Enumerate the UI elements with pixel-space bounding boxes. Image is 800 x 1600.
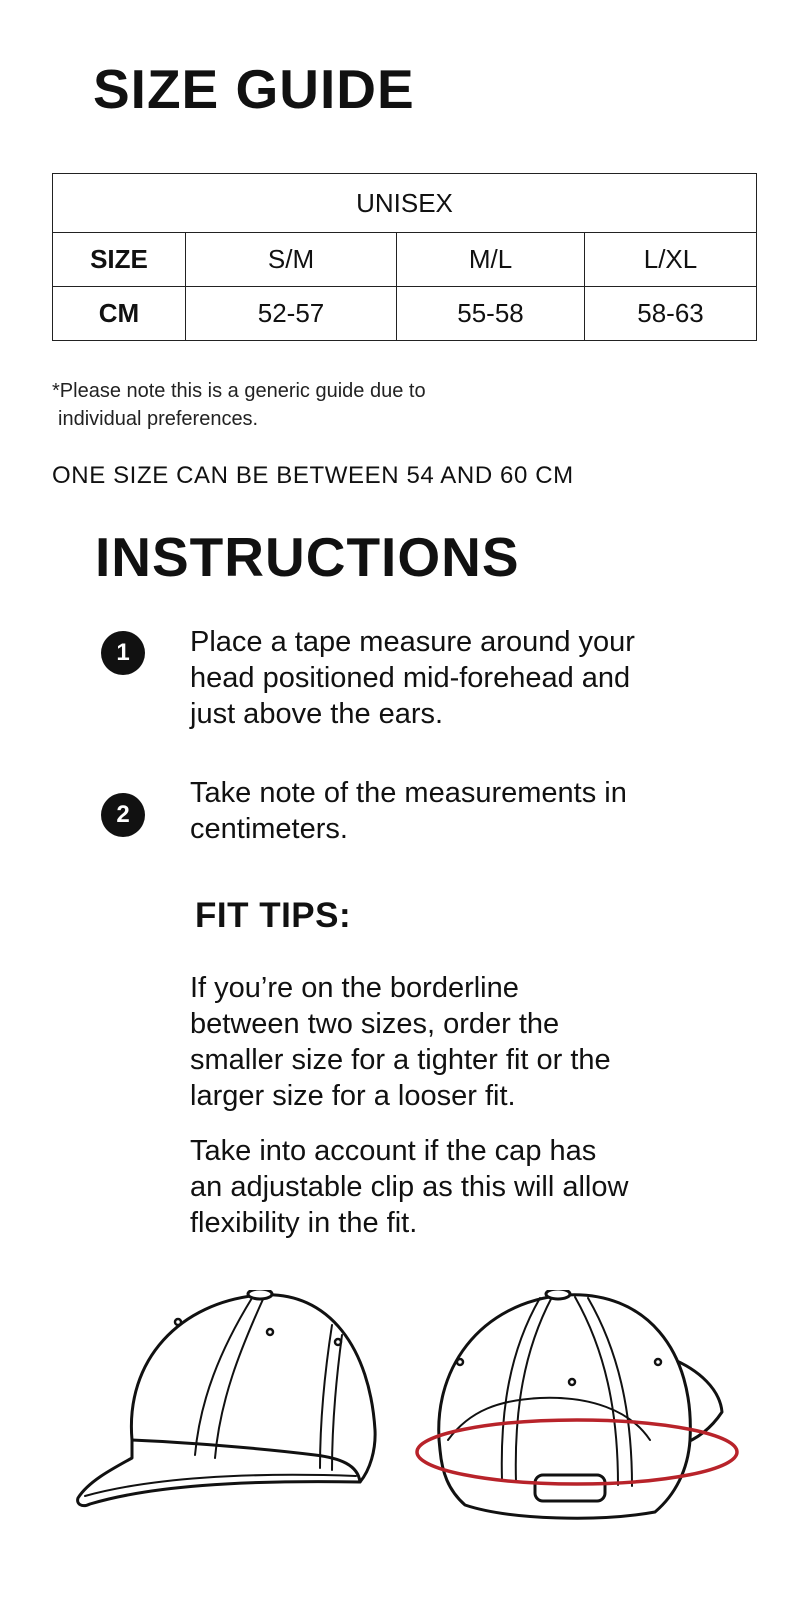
fit-tip-1-line-3: smaller size for a tighter fit or the [190, 1044, 611, 1076]
step-1-line-2: head positioned mid-forehead and [190, 662, 631, 694]
page-title: SIZE GUIDE [93, 58, 415, 120]
step-1-line-3: just above the ears. [190, 698, 444, 730]
note-line-1: *Please note this is a generic guide due to [52, 380, 426, 402]
note-line-2: individual preferences. [58, 408, 259, 430]
cap-front-icon [78, 1290, 375, 1506]
size-table [52, 173, 757, 341]
table-group-header-row [53, 174, 757, 233]
step-1-text [190, 624, 730, 732]
size-cell-sm: S/M [186, 233, 397, 287]
cm-row-label: CM [53, 287, 186, 341]
fit-tip-2-line-2: an adjustable clip as this will allow [190, 1171, 629, 1203]
step-2-number-badge: 2 [101, 793, 145, 837]
generic-guide-note [52, 377, 592, 433]
step-2-text [190, 775, 730, 847]
table-row-size [53, 233, 757, 287]
step-2-line-2: centimeters. [190, 813, 348, 845]
fit-tip-1 [190, 970, 730, 1114]
fit-tip-2-line-1: Take into account if the cap has [190, 1135, 597, 1167]
step-2-line-1: Take note of the measurements in [190, 777, 627, 809]
cm-cell-lxl: 58-63 [585, 287, 757, 341]
fit-tip-2-line-3: flexibility in the fit. [190, 1207, 418, 1239]
size-cell-ml: M/L [397, 233, 585, 287]
table-row-cm [53, 287, 757, 341]
size-cell-lxl: L/XL [585, 233, 757, 287]
fit-tips-title: FIT TIPS: [195, 896, 352, 935]
fit-tip-1-line-1: If you’re on the borderline [190, 972, 519, 1004]
step-1-line-1: Place a tape measure around your [190, 626, 635, 658]
cm-cell-ml: 55-58 [397, 287, 585, 341]
one-size-statement: ONE SIZE CAN BE BETWEEN 54 AND 60 CM [52, 462, 574, 489]
fit-tip-2 [190, 1133, 730, 1241]
cm-cell-sm: 52-57 [186, 287, 397, 341]
fit-tip-1-line-4: larger size for a looser fit. [190, 1080, 516, 1112]
step-1-number-badge: 1 [101, 631, 145, 675]
size-row-label: SIZE [53, 233, 186, 287]
instructions-title: INSTRUCTIONS [95, 526, 520, 588]
unisex-header: UNISEX [53, 174, 757, 233]
cap-illustrations [70, 1290, 750, 1540]
fit-tip-1-line-2: between two sizes, order the [190, 1008, 560, 1040]
